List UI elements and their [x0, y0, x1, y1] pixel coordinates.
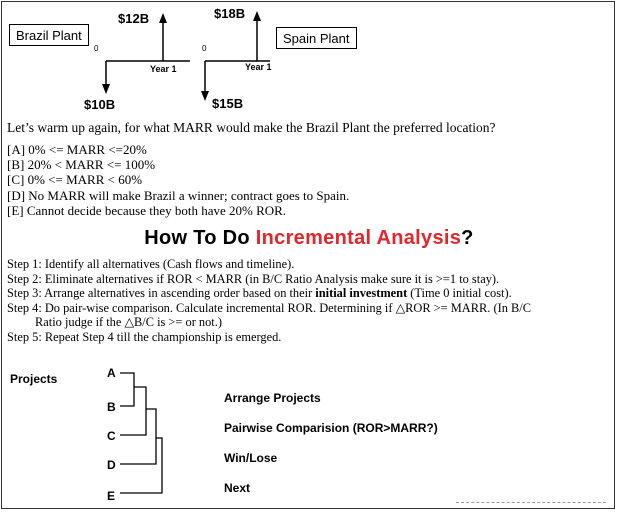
brazil-time-zero: 0: [94, 44, 99, 53]
step-3-emphasis: initial investment: [315, 286, 408, 301]
step-4: Step 4: Do pair-wise comparison. Calculate incremental ROR. Determining if △ROR >= MARR. (In B/C: [7, 300, 531, 315]
step-2: Step 2: Eliminate alternatives if ROR < MARR (in B/C Ratio Analysis make sure it is >=1 to stay).: [7, 271, 500, 286]
option-c: [C] 0% <= MARR < 60%: [7, 172, 143, 188]
brazil-outflow-value: $10B: [84, 97, 116, 112]
project-c: C: [107, 429, 116, 443]
spain-year-label: Year 1: [245, 62, 272, 72]
step-3: [7, 286, 611, 301]
brazil-inflow-value: $12B: [118, 11, 150, 26]
step-4-continued: Ratio judge if the △B/C is >= or not.): [35, 315, 222, 330]
project-a: A: [107, 366, 116, 380]
brazil-inflow-arrowhead: [159, 13, 167, 23]
bracket-ab-c: [120, 387, 146, 435]
section-heading: [0, 227, 618, 250]
spain-time-zero: 0: [202, 44, 207, 53]
step-1: Step 1: Identify all alternatives (Cash flows and timeline).: [7, 257, 295, 271]
legend-arrange: Arrange Projects: [224, 391, 321, 405]
project-d: D: [107, 458, 116, 472]
projects-label: Projects: [10, 372, 58, 386]
legend-pairwise: Pairwise Comparision (ROR>MARR?): [224, 421, 438, 435]
warmup-question: Let’s warm up again, for what MARR would make the Brazil Plant the preferred location?: [7, 120, 496, 135]
legend-next: Next: [224, 481, 251, 495]
spain-outflow-arrowhead: [201, 91, 209, 101]
spain-inflow-arrowhead: [253, 11, 261, 21]
spain-plant-label: Spain Plant: [276, 27, 357, 49]
option-d: [D] No MARR will make Brazil a winner; contract goes to Spain.: [7, 187, 350, 203]
steps-list: [7, 257, 611, 345]
heading-highlight: Incremental Analysis: [255, 227, 462, 249]
legend-win-lose: Win/Lose: [224, 451, 278, 465]
tournament-bracket: [0, 360, 220, 512]
spain-outflow-value: $15B: [212, 96, 244, 111]
option-b: [B] 20% < MARR <= 100%: [7, 157, 156, 173]
step-3-text: Step 3: Arrange alternatives in ascending order based on their: [7, 286, 316, 301]
answer-options: [7, 142, 349, 218]
heading-part-1: How To Do: [144, 227, 256, 249]
option-a: [A] 0% <= MARR <=20%: [7, 142, 147, 157]
step-3-suffix: (Time 0 initial cost).: [407, 286, 512, 301]
brazil-year-label: Year 1: [150, 64, 177, 74]
spain-inflow-value: $18B: [214, 6, 246, 21]
step-5: Step 5: Repeat Step 4 till the championship is emerged.: [7, 329, 282, 344]
heading-part-3: ?: [461, 227, 474, 249]
bracket-abc-d: [120, 409, 156, 464]
footer-divider: [456, 502, 606, 503]
bracket-a-b: [120, 373, 134, 406]
brazil-outflow-arrowhead: [102, 84, 110, 94]
brazil-plant-label: Brazil Plant: [9, 24, 89, 46]
cash-flow-diagrams: [0, 0, 618, 112]
project-e: E: [107, 489, 116, 503]
project-b: B: [107, 400, 116, 414]
option-e: [E] Cannot decide because they both have 20% ROR.: [7, 202, 287, 218]
